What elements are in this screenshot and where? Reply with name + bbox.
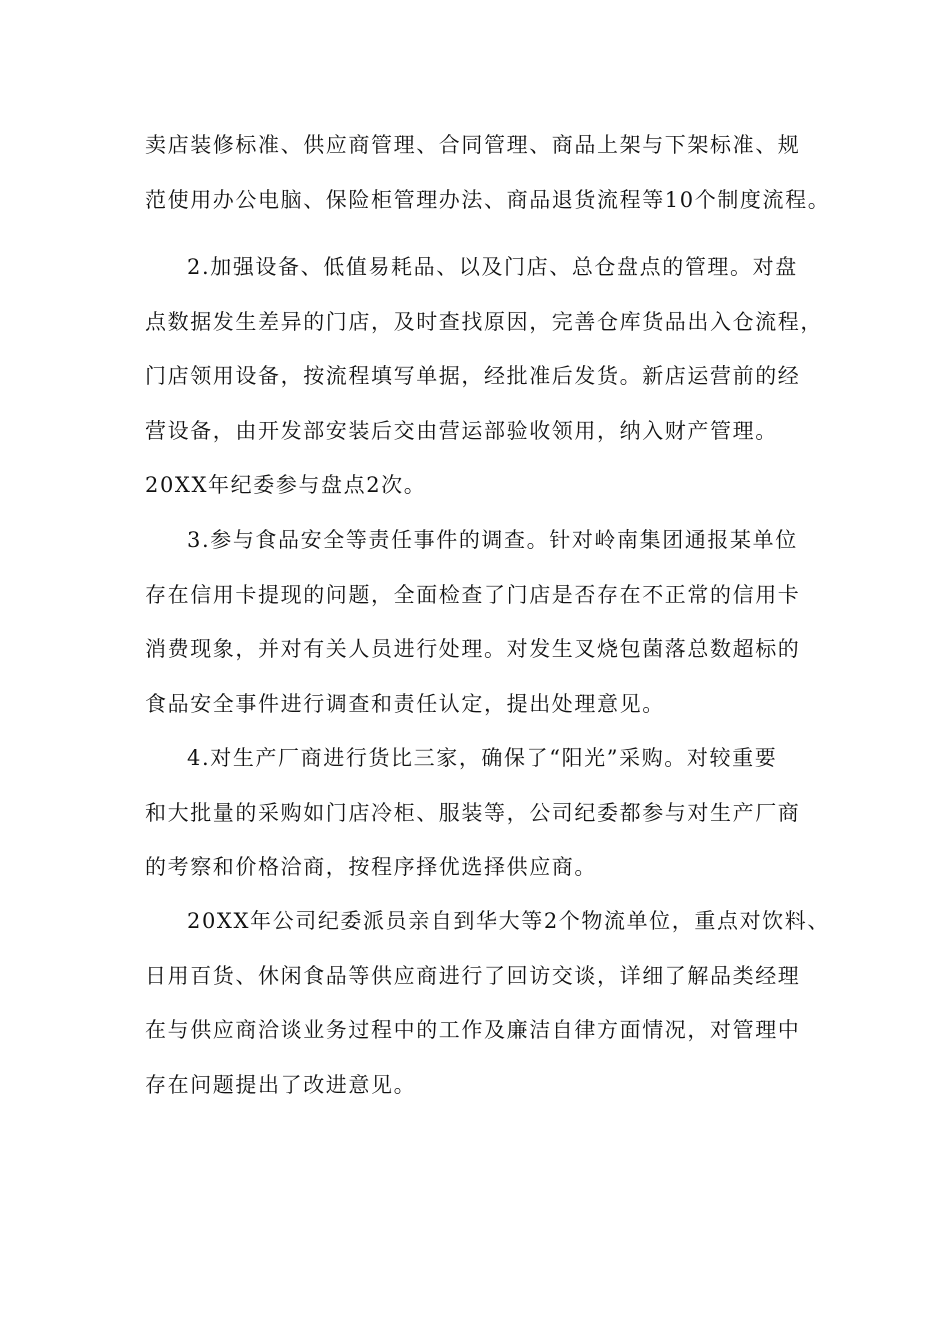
paragraph-1-line-1: 卖店装修标准、供应商管理、合同管理、商品上架与下架标准、规 — [145, 133, 801, 157]
paragraph-2 — [145, 240, 823, 513]
paragraph-1 — [145, 118, 831, 227]
paragraph-3-line-3: 消费现象，并对有关人员进行处理。对发生叉烧包菌落总数超标的 — [145, 637, 801, 661]
paragraph-4 — [145, 731, 810, 895]
paragraph-3-line-4: 食品安全事件进行调查和责任认定，提出处理意见。 — [145, 691, 665, 716]
paragraph-5-line-3: 在与供应商洽谈业务过程中的工作及廉洁自律方面情况，对管理中 — [145, 1018, 801, 1042]
paragraph-1-line-2: 范使用办公电脑、保险柜管理办法、商品退货流程等10个制度流程。 — [145, 187, 831, 212]
paragraph-5-line-4: 存在问题提出了改进意见。 — [145, 1072, 417, 1097]
paragraph-4-line-1: 4.对生产厂商进行货比三家，确保了“阳光”采购。对较重要 — [187, 746, 778, 770]
paragraph-4-line-3: 的考察和价格洽商，按程序择优选择供应商。 — [145, 855, 597, 879]
paragraph-3 — [145, 513, 810, 731]
paragraph-2-line-4: 营设备，由开发部安装后交由营运部验收领用，纳入财产管理。 — [145, 418, 778, 443]
paragraph-2-line-5: 20XX年纪委参与盘点2次。 — [145, 473, 427, 497]
paragraph-2-line-2: 点数据发生差异的门店，及时查找原因，完善仓库货品出入仓流程， — [145, 309, 823, 334]
paragraph-2-line-3: 门店领用设备，按流程填写单据，经批准后发货。新店运营前的经 — [145, 364, 801, 388]
paragraph-5-line-1: 20XX年公司纪委派员亲自到华大等2个物流单位，重点对饮料、 — [187, 909, 830, 933]
paragraph-3-line-1: 3.参与食品安全等责任事件的调查。针对岭南集团通报某单位 — [187, 528, 798, 552]
paragraph-5-line-2: 日用百货、休闲食品等供应商进行了回访交谈，详细了解品类经理 — [145, 963, 801, 988]
paragraph-4-line-2: 和大批量的采购如门店冷柜、服装等，公司纪委都参与对生产厂商 — [145, 800, 801, 825]
paragraph-3-line-2: 存在信用卡提现的问题，全面检查了门店是否存在不正常的信用卡 — [145, 582, 801, 607]
paragraph-2-line-1: 2.加强设备、低值易耗品、以及门店、总仓盘点的管理。对盘 — [187, 255, 798, 279]
paragraph-5 — [145, 894, 830, 1112]
